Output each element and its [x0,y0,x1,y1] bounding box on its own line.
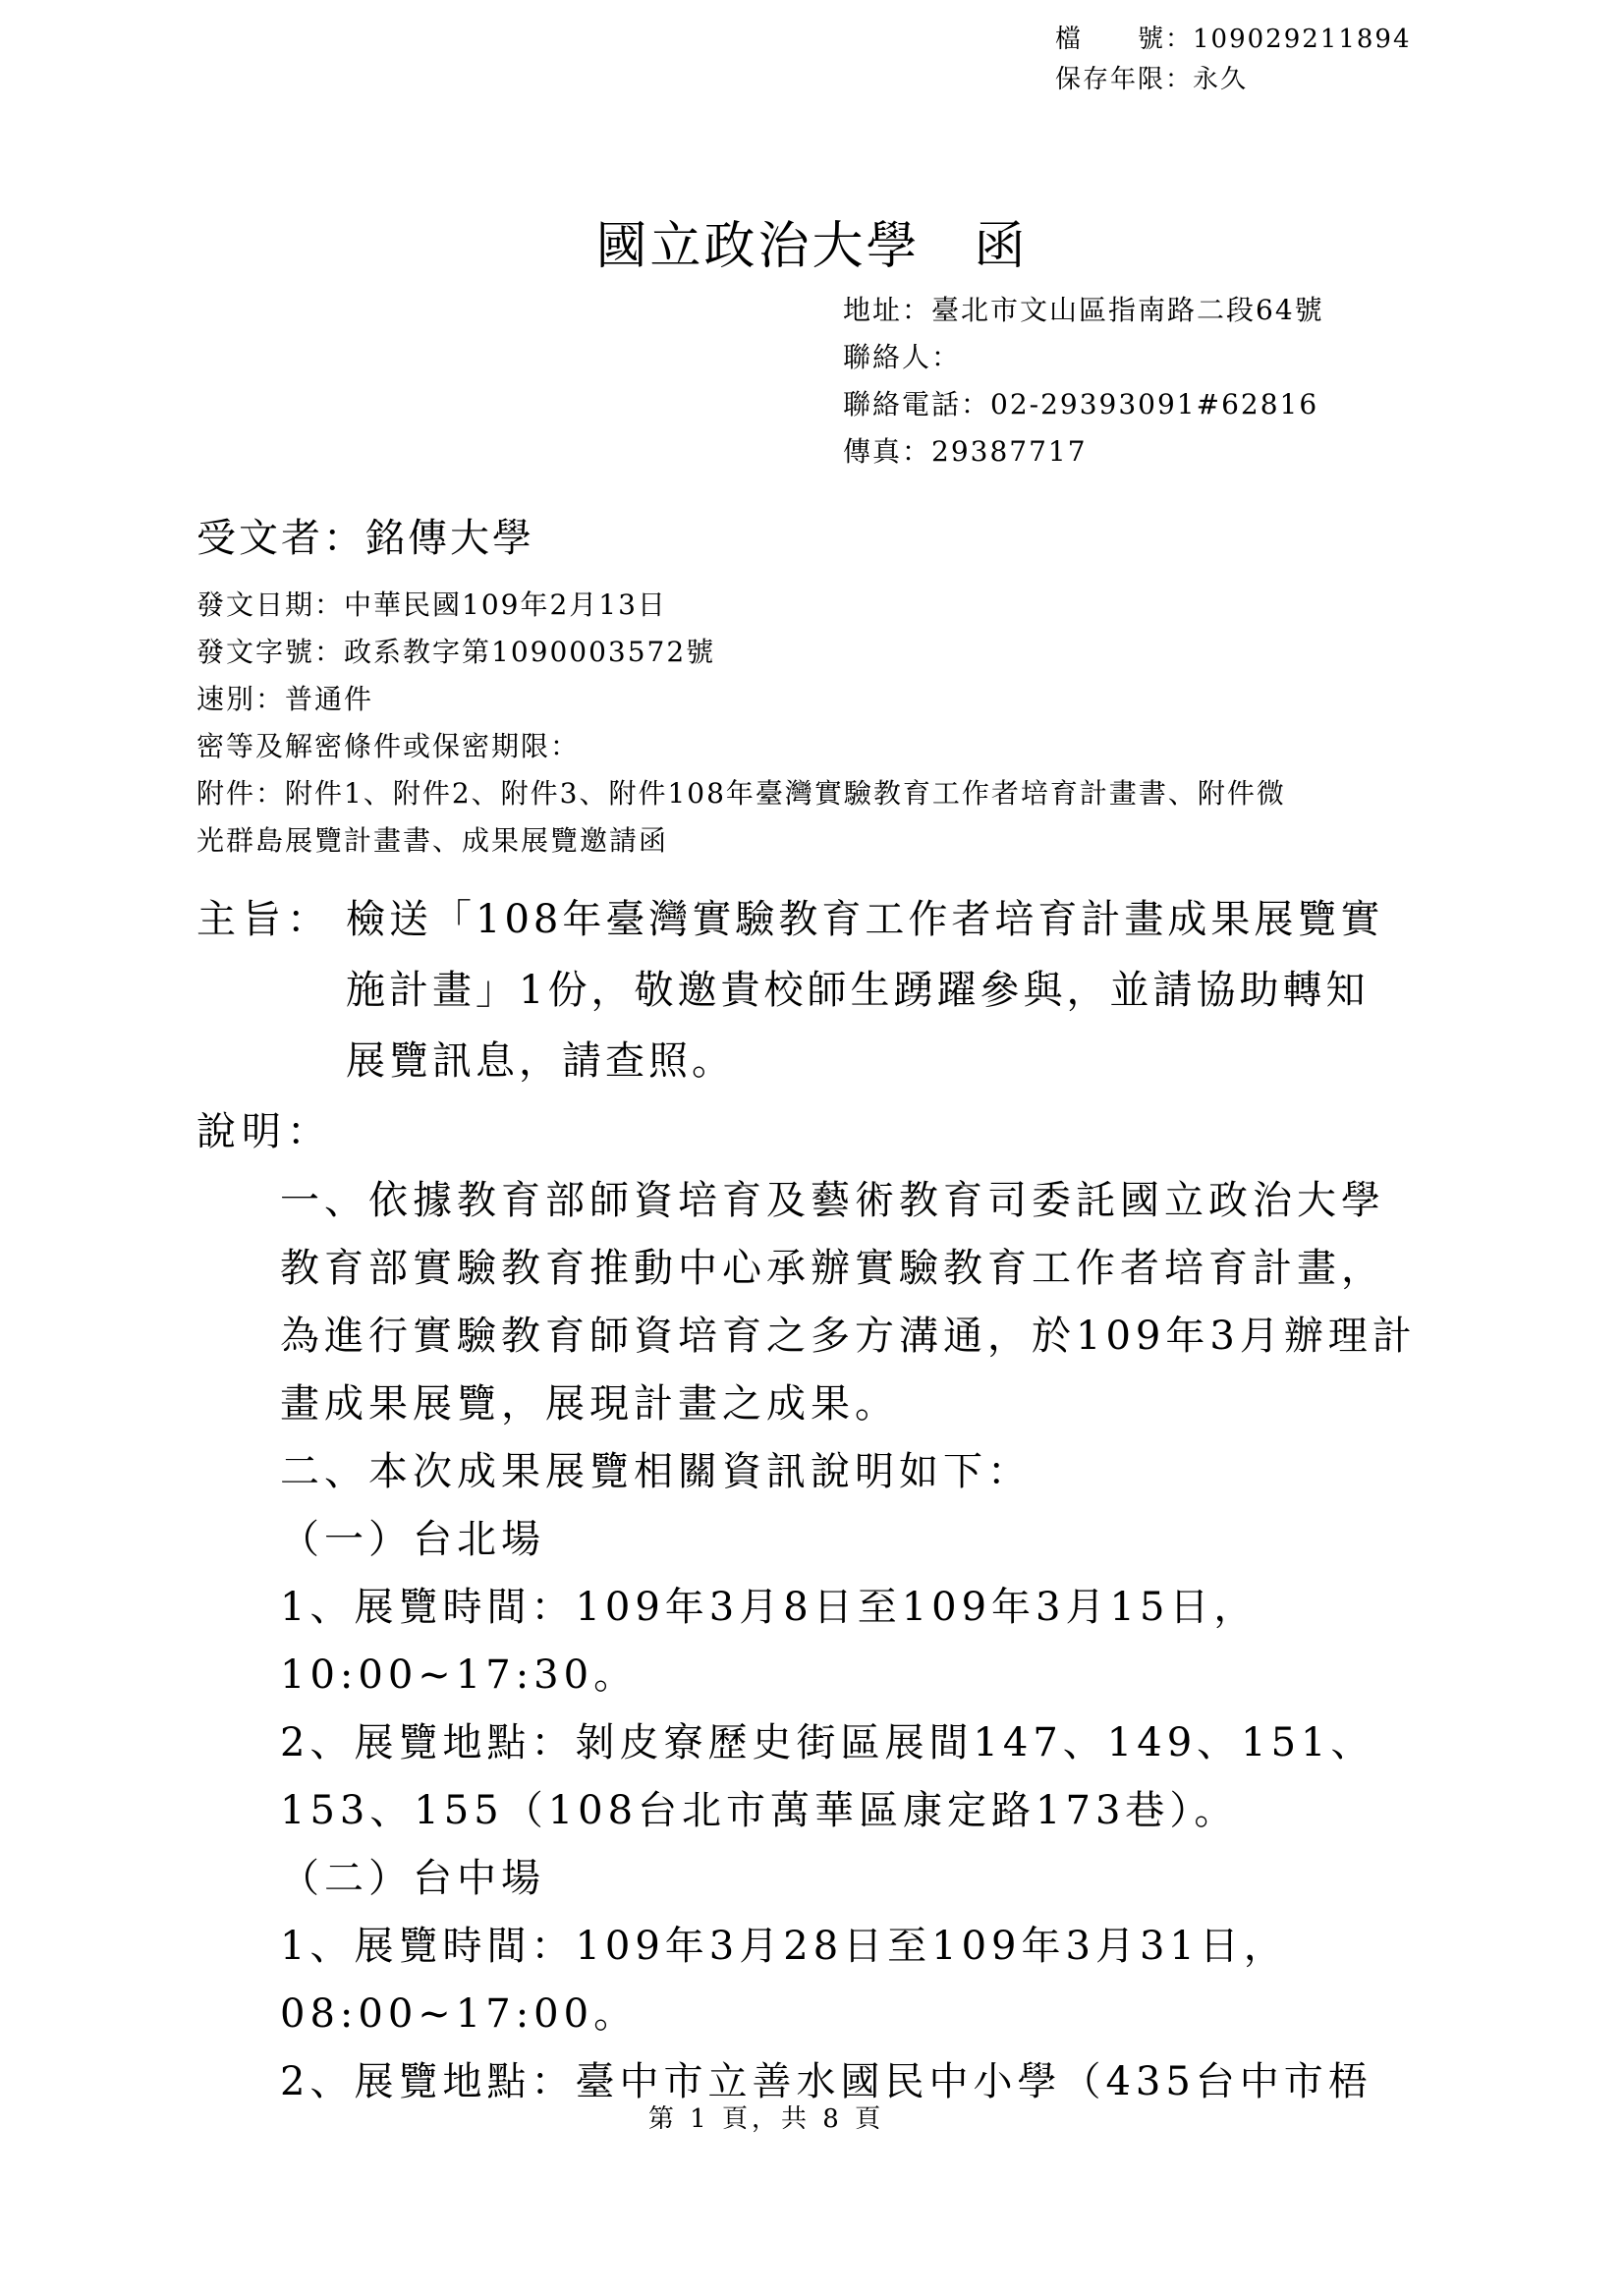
description-line: 2、展覽地點：臺中市立善水國民中小學（435台中市梧 [280,2059,1372,2104]
description-line: 為進行實驗教育師資培育之多方溝通，於109年3月辦理計 [280,1314,1417,1359]
description-line: 1、展覽時間：109年3月28日至109年3月31日， [280,1924,1288,1969]
recipient: 受文者：銘傳大學 [196,516,534,561]
meta-block [196,582,1286,865]
description-line: （二）台中場 [280,1856,545,1901]
page-footer: 第 1 頁，共 8 頁 [647,2104,885,2134]
description-line: 08:00~17:00。 [280,1991,639,2037]
description-line: 教育部實驗教育推動中心承辦實驗教育工作者培育計畫， [280,1246,1385,1291]
description-line: 153、155（108台北市萬華區康定路173巷）。 [280,1788,1239,1833]
description-line: 二、本次成果展覽相關資訊說明如下： [280,1449,1032,1494]
contact-person: 聯絡人： [843,341,962,373]
contact-phone: 聯絡電話：02-29393091#62816 [843,388,1319,420]
attachments-line-2: 光群島展覽計畫書、成果展覽邀請函 [196,824,669,857]
file-info-block [1055,20,1412,100]
security-classification: 密等及解密條件或保密期限： [196,730,581,762]
issue-date: 發文日期：中華民國109年2月13日 [196,588,667,621]
description-line: 2、展覽地點：剝皮寮歷史街區展間147、149、151、 [280,1720,1375,1765]
description-label: 說明： [196,1109,332,1154]
subject-block [196,884,1383,1096]
attachments-line-1: 附件：附件1、附件2、附件3、附件108年臺灣實驗教育工作者培育計畫書、附件微 [196,777,1286,810]
subject-label: 主旨： [196,897,332,942]
priority-level: 速別：普通件 [196,683,374,715]
fax-number: 傳真：29387717 [843,435,1088,468]
document-title: 國立政治大學 函 [595,217,1029,276]
description-block [196,1096,1417,2116]
description-line: 1、展覽時間：109年3月8日至109年3月15日， [280,1585,1259,1630]
subject-line: 檢送「108年臺灣實驗教育工作者培育計畫成果展覽實 [346,897,1384,942]
sender-address: 地址：臺北市文山區指南路二段64號 [843,294,1324,326]
document-number: 發文字號：政系教字第1090003572號 [196,636,716,668]
description-line: 畫成果展覽，展現計畫之成果。 [280,1381,899,1427]
subject-line: 展覽訊息，請查照。 [346,1038,735,1084]
retention-period: 保存年限：永久 [1055,65,1249,94]
description-line: 10:00~17:30。 [280,1652,639,1698]
description-line: 一、依據教育部師資培育及藝術教育司委託國立政治大學 [280,1178,1385,1223]
subject-line: 施計畫」1份，敬邀貴校師生踴躍參與，並請協助轉知 [346,968,1370,1013]
file-number: 檔 號：109029211894 [1055,25,1412,54]
description-line: （一）台北場 [280,1517,545,1562]
sender-info-block [843,287,1324,476]
